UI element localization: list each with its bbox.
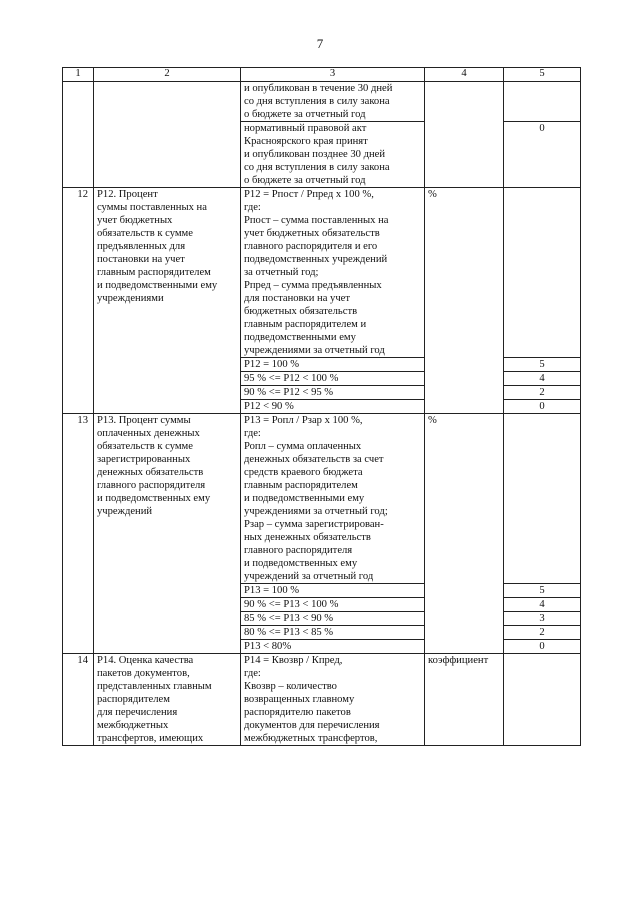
text-line: Рзар – сумма зарегистрирован- <box>244 519 384 530</box>
formula-cell <box>241 654 425 746</box>
text-line: где: <box>244 668 261 679</box>
formula-cell <box>241 188 425 358</box>
text-line: ных денежных обязательств <box>244 532 371 543</box>
header-cell: 3 <box>241 68 425 82</box>
text-line: Рпост – сумма поставленных на <box>244 215 389 226</box>
text-line: учреждений за отчетный год <box>244 571 374 582</box>
text-line: и опубликован позднее 30 дней <box>244 149 386 160</box>
score-cell: 5 <box>504 584 581 598</box>
score-cell <box>504 82 581 122</box>
text-line: Р12 = Рпост / Рпред х 100 %, <box>244 189 374 200</box>
header-cell: 2 <box>94 68 241 82</box>
header-cell: 5 <box>504 68 581 82</box>
text-line: зарегистрированных <box>97 454 191 465</box>
text-line: со дня вступления в силу закона <box>244 96 390 107</box>
row-number-cell: 12 <box>63 188 94 414</box>
text-line: главного распорядителя <box>97 480 206 491</box>
condition-cell: Р12 < 90 % <box>241 400 425 414</box>
indicator-name-cell <box>94 188 241 414</box>
table-row <box>63 82 581 122</box>
text-line: Рпред – сумма предъявленных <box>244 280 382 291</box>
text-line: денежных обязательств <box>97 467 204 478</box>
text-line: представленных главным <box>97 681 212 692</box>
text-line: трансфертов, имеющих <box>97 733 204 744</box>
table-row <box>63 654 581 746</box>
condition-cell: Р12 = 100 % <box>241 358 425 372</box>
text-line: постановки на учет <box>97 254 185 265</box>
text-line: и подведомственных ему <box>244 558 358 569</box>
table-row <box>63 188 581 358</box>
header-cell: 1 <box>63 68 94 82</box>
header-cell: 4 <box>425 68 504 82</box>
text-line: главного распорядителя <box>244 545 353 556</box>
text-line: учет бюджетных обязательств <box>244 228 380 239</box>
score-cell: 3 <box>504 612 581 626</box>
text-line: главным распорядителем <box>244 480 358 491</box>
text-line: о бюджете за отчетный год <box>244 175 366 186</box>
text-line: Р12. Процент <box>97 189 158 200</box>
indicator-name-cell <box>94 82 241 188</box>
table-row <box>63 414 581 584</box>
text-line: документов для перечисления <box>244 720 380 731</box>
unit-cell: коэффициент <box>425 654 504 746</box>
text-line: межбюджетных трансфертов, <box>244 733 378 744</box>
score-cell: 0 <box>504 400 581 414</box>
text-line: распорядителем <box>97 694 170 705</box>
score-cell: 2 <box>504 626 581 640</box>
formula-cell <box>241 414 425 584</box>
text-line: и подведомственными ему <box>97 280 218 291</box>
text-line: где: <box>244 202 261 213</box>
row-number-cell: 14 <box>63 654 94 746</box>
row-number-cell <box>63 82 94 188</box>
condition-cell: 90 % <= Р12 < 95 % <box>241 386 425 400</box>
text-line: предъявленных для <box>97 241 186 252</box>
text-line: и опубликован в течение 30 дней <box>244 83 393 94</box>
score-cell: 4 <box>504 598 581 612</box>
text-line: где: <box>244 428 261 439</box>
text-line: со дня вступления в силу закона <box>244 162 390 173</box>
text-line: учреждениями за отчетный год; <box>244 506 388 517</box>
text-line: обязательств к сумме <box>97 228 193 239</box>
score-cell <box>504 188 581 358</box>
text-line: о бюджете за отчетный год <box>244 109 366 120</box>
text-line: учреждений <box>97 506 153 517</box>
text-line: подведомственных учреждений <box>244 254 388 265</box>
text-line: оплаченных денежных <box>97 428 200 439</box>
text-line: Красноярского края принят <box>244 136 368 147</box>
text-line: обязательств к сумме <box>97 441 193 452</box>
text-line: и подведомственными ему <box>244 493 365 504</box>
condition-cell: 90 % <= Р13 < 100 % <box>241 598 425 612</box>
score-cell: 4 <box>504 372 581 386</box>
text-line: и подведомственных ему <box>97 493 211 504</box>
text-line: нормативный правовой акт <box>244 123 367 134</box>
text-line: суммы поставленных на <box>97 202 207 213</box>
text-line: учет бюджетных <box>97 215 173 226</box>
formula-cell <box>241 82 425 122</box>
text-line: бюджетных обязательств <box>244 306 358 317</box>
text-line: распорядителю пакетов <box>244 707 351 718</box>
text-line: для постановки на учет <box>244 293 350 304</box>
condition-cell: Р13 < 80% <box>241 640 425 654</box>
text-line: для перечисления <box>97 707 178 718</box>
page-number: 7 <box>316 36 324 51</box>
row-number-cell: 13 <box>63 414 94 654</box>
text-line: главным распорядителем <box>97 267 211 278</box>
text-line: учреждениями за отчетный год <box>244 345 385 356</box>
score-cell: 0 <box>504 122 581 188</box>
condition-cell: 80 % <= Р13 < 85 % <box>241 626 425 640</box>
score-cell <box>504 654 581 746</box>
text-line: главным распорядителем и <box>244 319 367 330</box>
text-line: Ропл – сумма оплаченных <box>244 441 362 452</box>
text-line: межбюджетных <box>97 720 169 731</box>
text-line: средств краевого бюджета <box>244 467 363 478</box>
text-line: за отчетный год; <box>244 267 319 278</box>
text-line: пакетов документов, <box>97 668 190 679</box>
text-line: денежных обязательств за счет <box>244 454 384 465</box>
criteria-table <box>62 67 581 746</box>
score-cell: 0 <box>504 640 581 654</box>
unit-cell <box>425 82 504 188</box>
unit-cell: % <box>425 188 504 414</box>
score-cell: 5 <box>504 358 581 372</box>
text-line: главного распорядителя и его <box>244 241 378 252</box>
text-line: учреждениями <box>97 293 164 304</box>
text-line: Р13 = Ропл / Рзар х 100 %, <box>244 415 363 426</box>
text-line: Р13. Процент суммы <box>97 415 191 426</box>
indicator-name-cell <box>94 654 241 746</box>
condition-cell: 85 % <= Р13 < 90 % <box>241 612 425 626</box>
header-row <box>63 68 581 82</box>
text-line: Р14. Оценка качества <box>97 655 194 666</box>
text-line: подведомственными ему <box>244 332 356 343</box>
text-line: Квозвр – количество <box>244 681 337 692</box>
text-line: возвращенных главному <box>244 694 355 705</box>
formula-cell <box>241 122 425 188</box>
unit-cell: % <box>425 414 504 654</box>
text-line: Р14 = Квозвр / Кпред, <box>244 655 343 666</box>
condition-cell: 95 % <= Р12 < 100 % <box>241 372 425 386</box>
condition-cell: Р13 = 100 % <box>241 584 425 598</box>
score-cell: 2 <box>504 386 581 400</box>
indicator-name-cell <box>94 414 241 654</box>
score-cell <box>504 414 581 584</box>
